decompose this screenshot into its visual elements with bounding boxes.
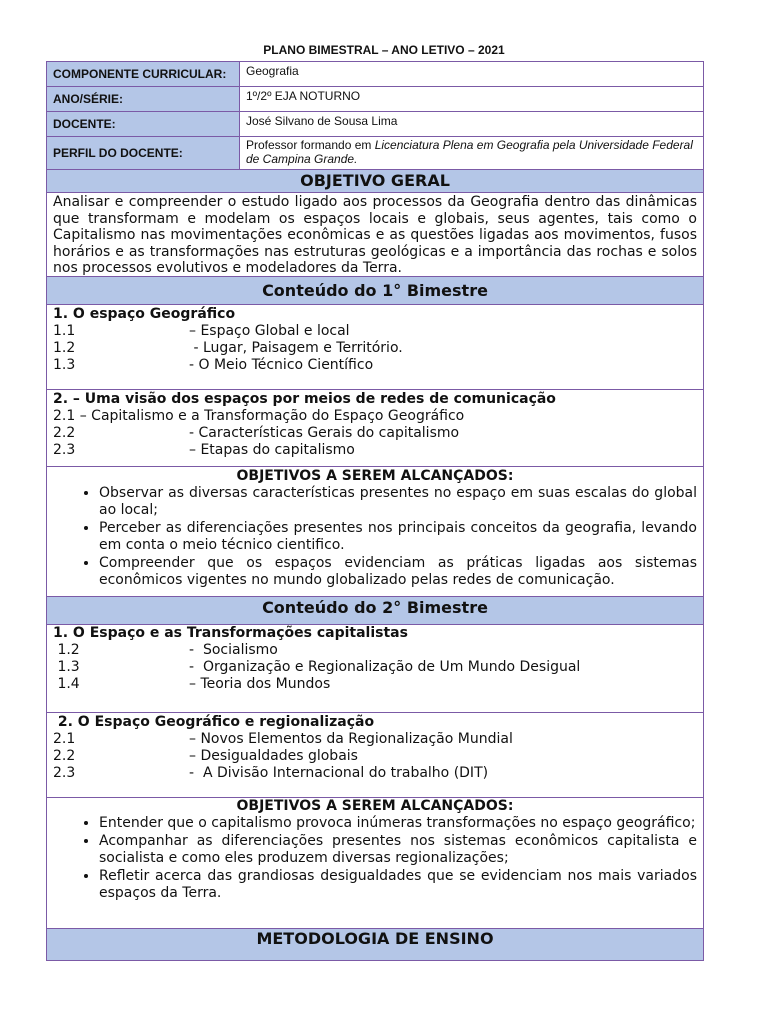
info-row-ano [47, 87, 703, 112]
section-title: 1. O Espaço e as Transformações capitalistas [53, 625, 408, 641]
plan-table [46, 61, 704, 961]
objectives-list [53, 485, 697, 589]
list-item: 1.2 - Socialismo [53, 642, 278, 658]
info-label: PERFIL DO DOCENTE: [47, 137, 240, 169]
info-value: 1º/2º EJA NOTURNO [246, 89, 361, 103]
section-title: 2. O Espaço Geográfico e regionalização [53, 714, 375, 730]
document-title: PLANO BIMESTRAL – ANO LETIVO – 2021 [263, 43, 505, 57]
list-item: • Acompanhar as diferenciações presentes nos sistemas econômicos capitalista e socialista e como eles produzem diversas regionalizações; [99, 833, 697, 867]
list-item: • Refletir acerca das grandiosas desigualdades que se evidenciam nos mais variados espaços da Terra. [99, 868, 697, 902]
list-item: 1.3 - Organização e Regionalização de Um Mundo Desigual [53, 659, 581, 675]
list-item: • Compreender que os espaços evidenciam as práticas ligadas aos sistemas econômicos vigentes no mundo globalizado pelas redes de comunicação. [99, 555, 697, 589]
list-item: • Perceber as diferenciações presentes nos principais conceitos da geografia, levando em conta o meio técnico cientifico. [99, 520, 697, 554]
list-item: 2.3 – Etapas do capitalismo [53, 442, 355, 458]
info-label: COMPONENTE CURRICULAR: [47, 62, 240, 86]
objectives-heading: OBJETIVOS A SEREM ALCANÇADOS: [236, 798, 514, 814]
objectives-heading: OBJETIVOS A SEREM ALCANÇADOS: [236, 468, 514, 484]
list-item: 1.3 - O Meio Técnico Científico [53, 357, 374, 373]
bim1-objectives [47, 467, 703, 597]
bim2-heading: Conteúdo do 2° Bimestre [47, 597, 703, 625]
list-item: 2.2 - Características Gerais do capitalismo [53, 425, 460, 441]
list-item: 1.4 – Teoria dos Mundos [53, 676, 331, 692]
info-label: DOCENTE: [47, 112, 240, 136]
bim2-section-1 [47, 625, 703, 713]
perfil-text: Professor formando em [246, 138, 375, 152]
metodologia-heading: METODOLOGIA DE ENSINO [47, 929, 703, 960]
info-value: José Silvano de Sousa Lima [246, 114, 398, 128]
info-value: Geografia [246, 64, 299, 78]
list-item: 2.1 – Novos Elementos da Regionalização Mundial [53, 731, 513, 747]
list-item: 1.1 – Espaço Global e local [53, 323, 350, 339]
section-title: 1. O espaço Geográfico [53, 306, 236, 322]
bim2-objectives [47, 798, 703, 929]
list-item: 2.3 - A Divisão Internacional do trabalho (DIT) [53, 765, 489, 781]
list-item: 1.2 - Lugar, Paisagem e Território. [53, 340, 403, 356]
list-item: • Entender que o capitalismo provoca inúmeras transformações no espaço geográfico; [99, 815, 697, 832]
objectives-list [53, 815, 697, 902]
info-row-docente [47, 112, 703, 137]
bim1-section-1 [47, 305, 703, 390]
objetivo-geral-text: Analisar e compreender o estudo ligado aos processos da Geografia dentro das dinâmicas que transformam e modelam os espaços locais e globais, seus agentes, tais como o Capitalismo nas movimentações econômicas e as questões ligadas aos movimentos, fusos horários e as transformações nas estruturas geológicas e a importância das rochas e solos nos processos evolutivos e modeladores da Terra. [47, 193, 703, 277]
info-row-perfil [47, 137, 703, 170]
bim1-section-2 [47, 390, 703, 467]
section-title: 2. – Uma visão dos espaços por meios de redes de comunicação [53, 391, 556, 407]
objetivo-geral-heading: OBJETIVO GERAL [47, 170, 703, 193]
list-item: 2.1 – Capitalismo e a Transformação do Espaço Geográfico [53, 408, 465, 424]
info-label: ANO/SÉRIE: [47, 87, 240, 111]
bim2-section-2 [47, 713, 703, 798]
list-item: • Observar as diversas características presentes no espaço em suas escalas do global ao local; [99, 485, 697, 519]
info-row-componente [47, 62, 703, 87]
bim1-heading: Conteúdo do 1° Bimestre [47, 277, 703, 305]
list-item: 2.2 – Desigualdades globais [53, 748, 358, 764]
perfil-text-italic: Licenciatura Plena em Geografia pela Universidade Federal de Campina Grande. [246, 138, 693, 166]
info-value [240, 137, 703, 169]
